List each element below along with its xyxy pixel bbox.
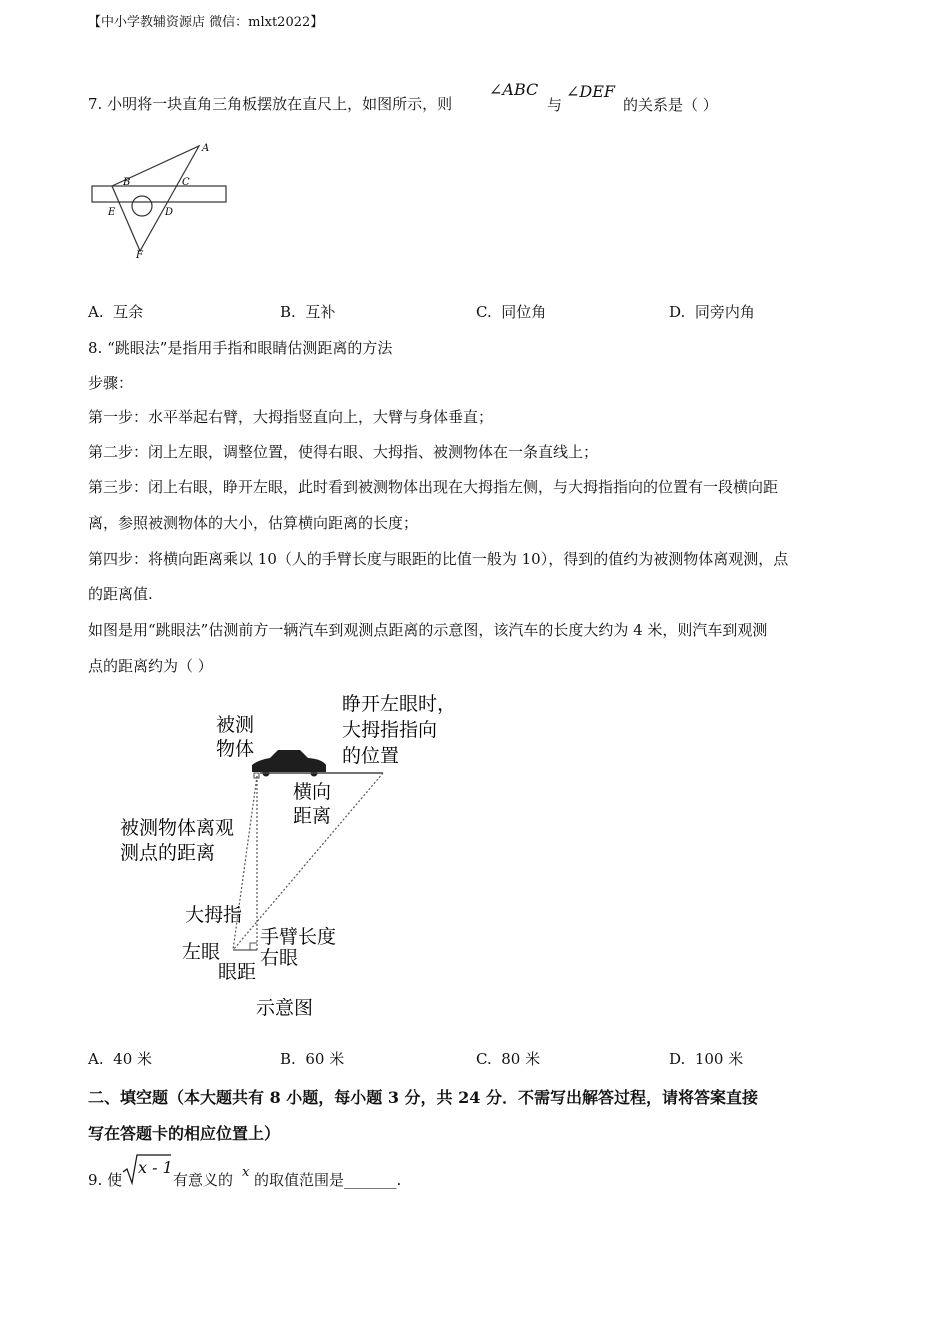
ruler-rect	[92, 186, 226, 202]
q8-figure	[100, 688, 500, 1033]
q9-variable: x	[242, 1165, 250, 1180]
triangle-hole	[132, 196, 152, 216]
q8-line: 8. “跳眼法”是指用手指和眼睛估测距离的方法	[88, 339, 393, 357]
q7-angle-abc: ∠ABC	[489, 80, 539, 99]
option-text: 互余	[113, 303, 144, 321]
page-header: 【中小学教辅资源店 微信：mlxt2022】	[88, 15, 324, 30]
arm-length-label: 手臂长度	[260, 926, 337, 948]
q8-line: 第四步：将横向距离乘以 10（人的手臂长度与眼距的比值一般为 10），得到的值约为被测物体离观测，点	[88, 550, 789, 568]
lateral-label-2: 距离	[293, 805, 332, 827]
q8-line: 如图是用“跳眼法”估测前方一辆汽车到观测点距离的示意图，该汽车的长度大约为 4 米，则汽车到观测	[88, 621, 768, 639]
q9-prefix: 9. 使	[88, 1171, 123, 1189]
option-key: B.	[280, 1050, 296, 1068]
q8-option-c	[476, 1048, 540, 1069]
label-a: A	[202, 143, 210, 154]
option-text: 互补	[305, 303, 336, 321]
thumb-label: 大拇指	[185, 904, 243, 926]
option-text: 40 米	[113, 1050, 153, 1068]
label-c: C	[182, 177, 190, 188]
lateral-label-1: 横向	[293, 781, 332, 803]
option-text: 同位角	[501, 303, 547, 321]
q8-line: 第二步：闭上左眼，调整位置，使得右眼、大拇指、被测物体在一条直线上；	[88, 443, 599, 461]
left-eye-label: 左眼	[182, 941, 221, 963]
q8-line: 点的距离约为（ ）	[88, 657, 213, 675]
q7-angle-def: ∠DEF	[566, 82, 616, 101]
option-key: A.	[88, 1050, 104, 1068]
q7-figure	[88, 138, 238, 263]
label-d: D	[165, 207, 174, 218]
label-f: F	[136, 250, 143, 261]
q7-option-c	[476, 301, 546, 322]
option-text: 60 米	[305, 1050, 345, 1068]
q8-line: 的距离值.	[88, 585, 153, 603]
distance-label-1: 被测物体离观	[120, 817, 235, 839]
option-text: 80 米	[501, 1050, 541, 1068]
q8-line: 离，参照被测物体的大小，估算横向距离的长度；	[88, 514, 419, 532]
q9-suffix: 的取值范围是_______.	[254, 1171, 402, 1189]
object-label-2: 物体	[216, 738, 255, 760]
label-b: B	[123, 177, 131, 188]
right-eye-label: 右眼	[260, 947, 299, 969]
option-text: 100 米	[694, 1050, 744, 1068]
option-key: A.	[88, 303, 104, 321]
triangle	[112, 146, 199, 251]
q8-option-a	[88, 1048, 152, 1069]
open-eye-label-3: 的位置	[342, 745, 400, 767]
option-text: 同旁内角	[694, 303, 755, 321]
open-eye-label-1: 睁开左眼时，	[342, 693, 457, 715]
distance-label-2: 测点的距离	[120, 842, 216, 864]
q9-middle: 有意义的	[173, 1171, 234, 1189]
eye-distance-label: 眼距	[218, 961, 257, 983]
open-eye-label-2: 大拇指指向	[342, 719, 438, 741]
option-key: C.	[476, 1050, 492, 1068]
q7-connector: 与	[547, 96, 563, 114]
q8-line: 第三步：闭上右眼，睁开左眼，此时看到被测物体出现在大拇指左侧，与大拇指指向的位置有一段横向距	[88, 478, 779, 496]
option-key: D.	[669, 1050, 686, 1068]
section-2-title-line-1: 二、填空题（本大题共有 8 小题，每小题 3 分，共 24 分．不需写出解答过程，请将答案直接	[88, 1088, 758, 1107]
figure-caption: 示意图	[256, 997, 314, 1019]
q9-radicand: x - 1	[138, 1158, 173, 1177]
q8-line: 步骤：	[88, 374, 134, 392]
object-label-1: 被测	[216, 714, 255, 736]
q7-option-a	[88, 301, 143, 322]
option-key: C.	[476, 303, 492, 321]
q7-option-b	[280, 301, 335, 322]
q7-stem-suffix: 的关系是（ ）	[623, 96, 718, 114]
label-e: E	[108, 207, 116, 218]
option-key: D.	[669, 303, 686, 321]
q8-line: 第一步：水平举起右臂，大拇指竖直向上，大臂与身体垂直；	[88, 408, 494, 426]
section-2-title-line-2: 写在答题卡的相应位置上）	[88, 1124, 281, 1143]
q7-stem-prefix: 7. 小明将一块直角三角板摆放在直尺上，如图所示，则	[88, 95, 453, 113]
option-key: B.	[280, 303, 296, 321]
q8-option-b	[280, 1048, 344, 1069]
q7-option-d	[669, 301, 755, 322]
right-angle-mark	[250, 943, 257, 950]
q7-stem	[88, 93, 452, 114]
q8-option-d	[669, 1048, 743, 1069]
